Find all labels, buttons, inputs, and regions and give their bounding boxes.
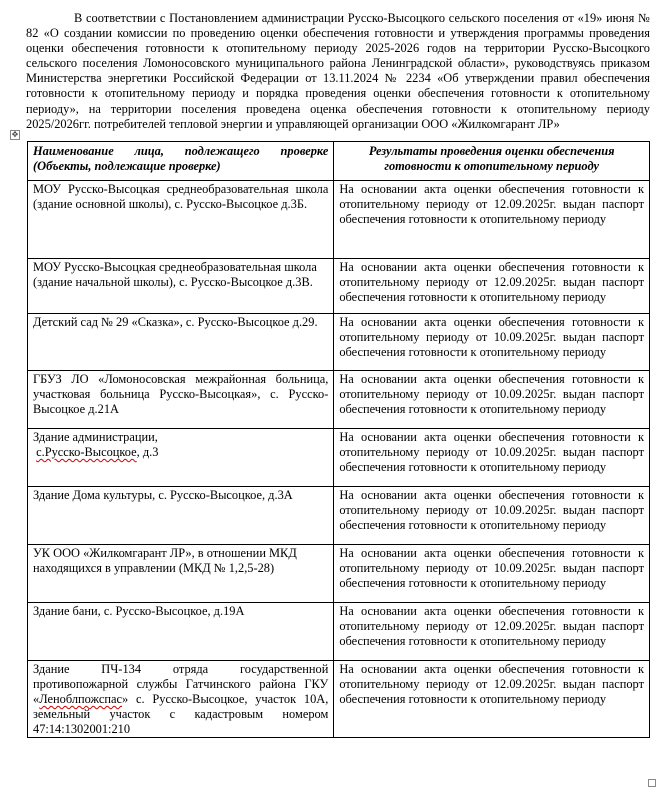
- object-cell: МОУ Русско-Высоцкая среднеобразовательная школа (здание начальной школы), с. Русско-Высоцкое д.3В.: [28, 259, 334, 314]
- result-cell: На основании акта оценки обеспечения готовности к отопительному периоду от 10.09.2025г. выдан паспорт обеспечения готовности к отопительному периоду: [334, 487, 650, 545]
- table-row: [28, 603, 650, 661]
- table-row: [28, 259, 650, 314]
- result-cell: На основании акта оценки обеспечения готовности к отопительному периоду от 12.09.2025г. выдан паспорт обеспечения готовности к отопительному периоду: [334, 259, 650, 314]
- table-resize-handle-icon[interactable]: [648, 779, 656, 787]
- header-result: Результаты проведения оценки обеспечения готовности к отопительному периоду: [334, 142, 650, 181]
- result-cell: На основании акта оценки обеспечения готовности к отопительному периоду от 12.09.2025г. выдан паспорт обеспечения готовности к отопительному периоду: [334, 181, 650, 259]
- table-row: [28, 371, 650, 429]
- object-cell: Здание Дома культуры, с. Русско-Высоцкое, д.3А: [28, 487, 334, 545]
- table-row: [28, 181, 650, 259]
- spellcheck-flagged-text: с.Русско-Высоцкое: [36, 445, 137, 460]
- table-row: [28, 314, 650, 371]
- object-cell: ГБУЗ ЛО «Ломоносовская межрайонная больница, участковая больница Русско-Высоцкая», с. Русско-Высоцкое д.21А: [28, 371, 334, 429]
- result-cell: На основании акта оценки обеспечения готовности к отопительному периоду от 12.09.2025г. выдан паспорт обеспечения готовности к отопительному периоду: [334, 661, 650, 738]
- object-cell: Здание бани, с. Русско-Высоцкое, д.19А: [28, 603, 334, 661]
- intro-paragraph: В соответствии с Постановлением администрации Русско-Высоцкого сельского поселения от «19» июня № 82 «О создании комиссии по проведению оценки обеспечения готовности и утверждения программы проведения оценки обеспечения готовности к отопительному периоду 2025-2026 годов на территории Русско-Высоцкого сельского поселения Ломоносовского муниципального района Ленинградской области», руководствуясь приказом Министерства энергетики Российской Федерации от 13.11.2024 № 2234 «Об утверждении правил обеспечения готовности к отопительному периоду и порядка проведения оценки обеспечения готовности к отопительному периоду», на территории поселения проведена оценка обеспечения готовности к отопительному периоду 2025/2026гг. потребителей тепловой энергии и управляющей организации ООО «Жилкомгарант ЛР»: [26, 11, 650, 131]
- table-move-handle-icon[interactable]: ✥: [11, 130, 19, 139]
- object-cell: [28, 429, 334, 487]
- object-cell: МОУ Русско-Высоцкая среднеобразовательная школа (здание основной школы), с. Русско-Высоцкое д.3Б.: [28, 181, 334, 259]
- table-row: [28, 545, 650, 603]
- object-line2-rest: , д.3: [136, 445, 159, 460]
- table-header-row: [28, 142, 650, 181]
- result-cell: На основании акта оценки обеспечения готовности к отопительному периоду от 10.09.2025г. выдан паспорт обеспечения готовности к отопительному периоду: [334, 371, 650, 429]
- object-cell: [28, 661, 334, 738]
- table-row: [28, 429, 650, 487]
- object-part1: Здание ПЧ-134 отряда государственной противопожарной службы Гатчинского района ГКУ «: [33, 662, 329, 707]
- table-row: [28, 487, 650, 545]
- result-cell: На основании акта оценки обеспечения готовности к отопительному периоду от 10.09.2025г. выдан паспорт обеспечения готовности к отопительному периоду: [334, 545, 650, 603]
- object-cell: Детский сад № 29 «Сказка», с. Русско-Высоцкое д.29.: [28, 314, 334, 371]
- object-cell: УК ООО «Жилкомгарант ЛР», в отношении МКД находящихся в управлении (МКД № 1,2,5-28): [28, 545, 334, 603]
- object-part2: » с. Русско-Высоцкое, участок 10А, земельный участок с кадастровым номером 47:14:1302001:210: [33, 692, 329, 737]
- table-row: [28, 661, 650, 738]
- result-cell: На основании акта оценки обеспечения готовности к отопительному периоду от 12.09.2025г. выдан паспорт обеспечения готовности к отопительному периоду: [334, 603, 650, 661]
- readiness-results-table: [27, 141, 650, 738]
- header-object: Наименование лица, подлежащего проверке (Объекты, подлежащие проверке): [28, 142, 334, 181]
- object-line1: Здание администрации,: [33, 430, 158, 444]
- spellcheck-flagged-text: Леноблпожспас: [39, 692, 123, 707]
- result-cell: На основании акта оценки обеспечения готовности к отопительному периоду от 10.09.2025г. выдан паспорт обеспечения готовности к отопительному периоду: [334, 314, 650, 371]
- result-cell: На основании акта оценки обеспечения готовности к отопительному периоду от 10.09.2025г. выдан паспорт обеспечения готовности к отопительному периоду: [334, 429, 650, 487]
